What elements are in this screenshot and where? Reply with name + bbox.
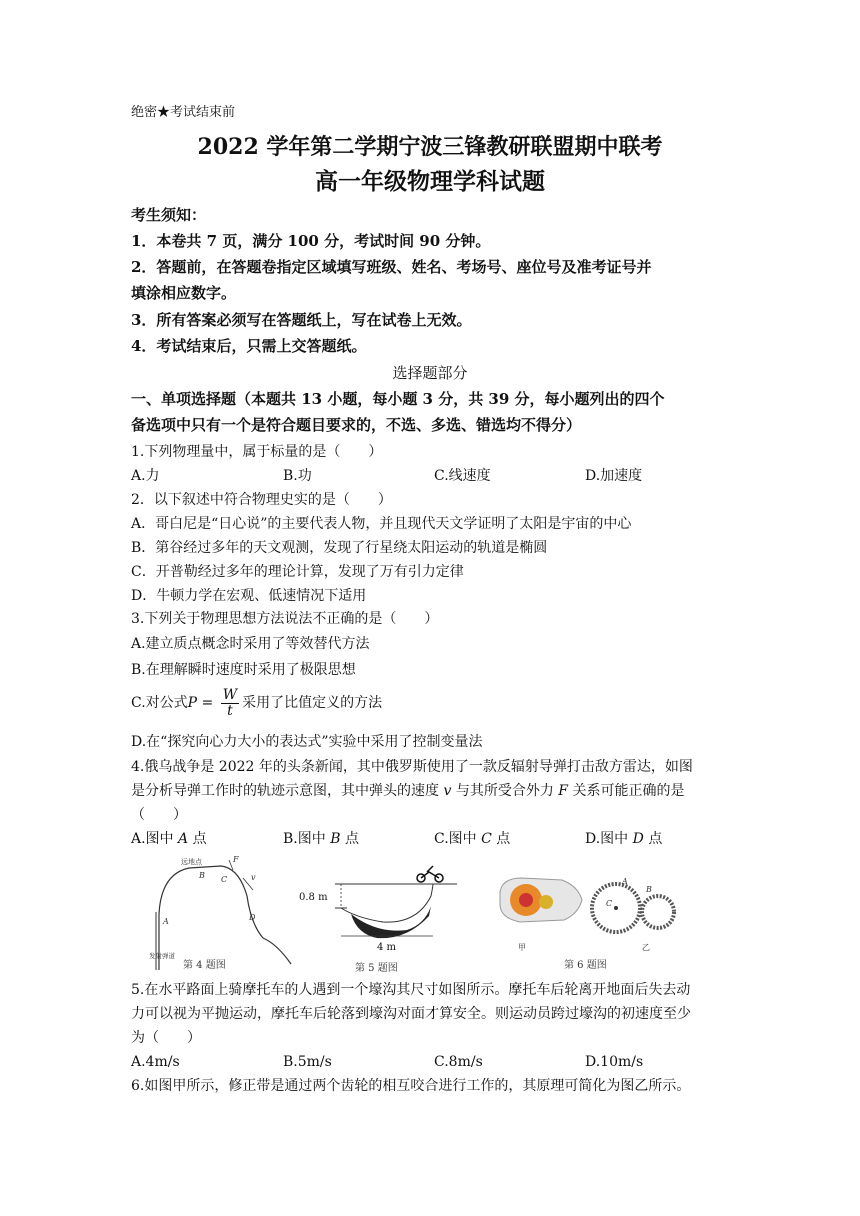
section-title: 选择题部分 — [392, 364, 468, 382]
figure-5-ditch — [297, 856, 467, 974]
point-a-label: A — [163, 917, 169, 926]
exam-subtitle: 高一年级物理学科试题 — [315, 168, 545, 195]
q4-text: 与其所受合外力 — [451, 783, 559, 799]
label-launch: 发射弹道 — [149, 952, 175, 960]
formula-fraction — [221, 688, 239, 719]
formula-equals: = — [197, 695, 218, 711]
q4-text: 关系可能正确的是 — [568, 783, 685, 799]
q4-option-b — [283, 829, 359, 849]
q2-option-a: A．哥白尼是“日心说”的主要代表人物，并且现代天文学证明了太阳是宇宙的中心 — [131, 516, 632, 532]
notice-item: 填涂相应数字。 — [131, 284, 237, 302]
opt-text: C.图中 — [434, 831, 482, 847]
opt-text: D.图中 — [585, 831, 633, 847]
force-label: F — [233, 855, 239, 864]
motorcycle-icon — [417, 866, 443, 882]
point-var: A — [178, 831, 189, 847]
opt-text: 点 — [188, 831, 207, 847]
point-a-label: A — [622, 877, 628, 886]
ditch-outline — [341, 884, 433, 922]
q4-option-d — [585, 829, 662, 849]
small-gear-b — [642, 896, 674, 928]
q4-stem: 4.俄乌战争是 2022 年的头条新闻，其中俄罗斯使用了一款反辐射导弹打击敌方雷达，如图 — [131, 759, 693, 775]
point-var: C — [481, 831, 492, 847]
figure-4-missile-trajectory — [145, 852, 295, 974]
q3-option-a: A.建立质点概念时采用了等效替代方法 — [131, 636, 370, 652]
center-dot — [614, 906, 618, 910]
confidential-label: 绝密★考试结束前 — [131, 105, 236, 120]
q6-stem: 6.如图甲所示，修正带是通过两个齿轮的相互咬合进行工作的，其原理可简化为图乙所示。 — [131, 1078, 691, 1094]
velocity-var: v — [443, 783, 452, 799]
section-heading: 备选项中只有一个是符合题目要求的，不选、多选、错选均不得分） — [131, 416, 582, 434]
velocity-label: v — [251, 873, 256, 882]
width-label: 4 m — [377, 942, 397, 953]
q3-option-c-suffix: 采用了比值定义的方法 — [242, 695, 383, 711]
q3-option-b: B.在理解瞬时速度时采用了极限思想 — [131, 662, 356, 678]
point-c-label: C — [221, 875, 228, 884]
q5-option-a: A.4m/s — [131, 1054, 180, 1070]
q1-option-a: A.力 — [131, 468, 160, 484]
exam-title: 2022 学年第二学期宁波三锋教研联盟期中联考 — [197, 134, 663, 160]
force-var: F — [558, 783, 568, 799]
q2-stem: 2．以下叙述中符合物理史实的是（ ） — [131, 492, 392, 508]
point-c-label: C — [606, 899, 613, 908]
opt-text: 点 — [491, 831, 511, 847]
label-apogee: 远地点 — [181, 858, 202, 866]
notice-item: 4．考试结束后，只需上交答题纸。 — [131, 337, 367, 355]
formula-lhs: P — [187, 695, 198, 711]
formula-denominator: t — [227, 702, 233, 719]
opt-text: A.图中 — [131, 831, 179, 847]
gear-hub — [519, 893, 533, 907]
opt-text: B.图中 — [283, 831, 331, 847]
q2-option-b: B．第谷经过多年的天文观测，发现了行星绕太阳运动的轨道是椭圆 — [131, 540, 548, 556]
figure-6-gears — [492, 856, 692, 974]
q1-option-d: D.加速度 — [585, 468, 643, 484]
notice-item: 2．答题前，在答题卷指定区域填写班级、姓名、考场号、座位号及准考证号并 — [131, 258, 652, 276]
q3-stem: 3.下列关于物理思想方法说法不正确的是（ ） — [131, 611, 439, 627]
formula-numerator: W — [222, 686, 238, 703]
label-yi: 乙 — [642, 943, 650, 952]
notice-heading: 考生须知： — [131, 206, 207, 224]
point-d-label: D — [249, 913, 256, 922]
point-var: D — [632, 831, 644, 847]
point-b-label: B — [646, 885, 652, 894]
q4-option-c — [434, 829, 510, 849]
q5-stem-line2: 力可以视为平抛运动，摩托车后轮落到壕沟对面才算安全。则运动员跨过壕沟的初速度至少 — [131, 1006, 691, 1022]
q3-option-c-prefix: C.对公式 — [131, 695, 188, 711]
point-b-label: B — [199, 871, 205, 880]
q3-option-c — [131, 686, 382, 720]
opt-text: 点 — [340, 831, 359, 847]
point-var: B — [330, 831, 341, 847]
q5-stem-line3: 为（ ） — [131, 1030, 201, 1046]
q5-option-d: D.10m/s — [585, 1054, 644, 1070]
q5-option-b: B.5m/s — [283, 1054, 332, 1070]
q5-option-c: C.8m/s — [434, 1054, 483, 1070]
small-gear-a — [539, 895, 553, 909]
q3-option-d: D.在“探究向心力大小的表达式”实验中采用了控制变量法 — [131, 734, 483, 750]
label-jia: 甲 — [518, 943, 526, 952]
opt-text: 点 — [643, 831, 663, 847]
q2-option-c: C．开普勒经过多年的理论计算，发现了万有引力定律 — [131, 564, 464, 580]
q4-option-a — [131, 829, 207, 849]
section-heading: 一、单项选择题（本题共 13 小题，每小题 3 分，共 39 分，每小题列出的四个 — [131, 390, 665, 408]
q4-stem-line3: （ ） — [131, 807, 187, 823]
notice-item: 3．所有答案必须写在答题纸上，写在试卷上无效。 — [131, 311, 472, 329]
figure-5-caption: 第 5 题图 — [355, 963, 398, 974]
height-label: 0.8 m — [299, 892, 328, 903]
q1-option-c: C.线速度 — [434, 468, 491, 484]
q4-stem-line2 — [131, 781, 684, 801]
q2-option-d: D．牛顿力学在宏观、低速情况下适用 — [131, 588, 367, 604]
q5-stem: 5.在水平路面上骑摩托车的人遇到一个壕沟其尺寸如图所示。摩托车后轮离开地面后失去动 — [131, 982, 691, 998]
figure-4-caption: 第 4 题图 — [183, 960, 226, 971]
q1-stem: 1.下列物理量中，属于标量的是（ ） — [131, 444, 383, 460]
figure-6-caption: 第 6 题图 — [564, 960, 607, 971]
q1-option-b: B.功 — [283, 468, 312, 484]
notice-item: 1．本卷共 7 页，满分 100 分，考试时间 90 分钟。 — [131, 232, 491, 250]
q4-text: 是分析导弹工作时的轨迹示意图，其中弹头的速度 — [131, 783, 444, 799]
